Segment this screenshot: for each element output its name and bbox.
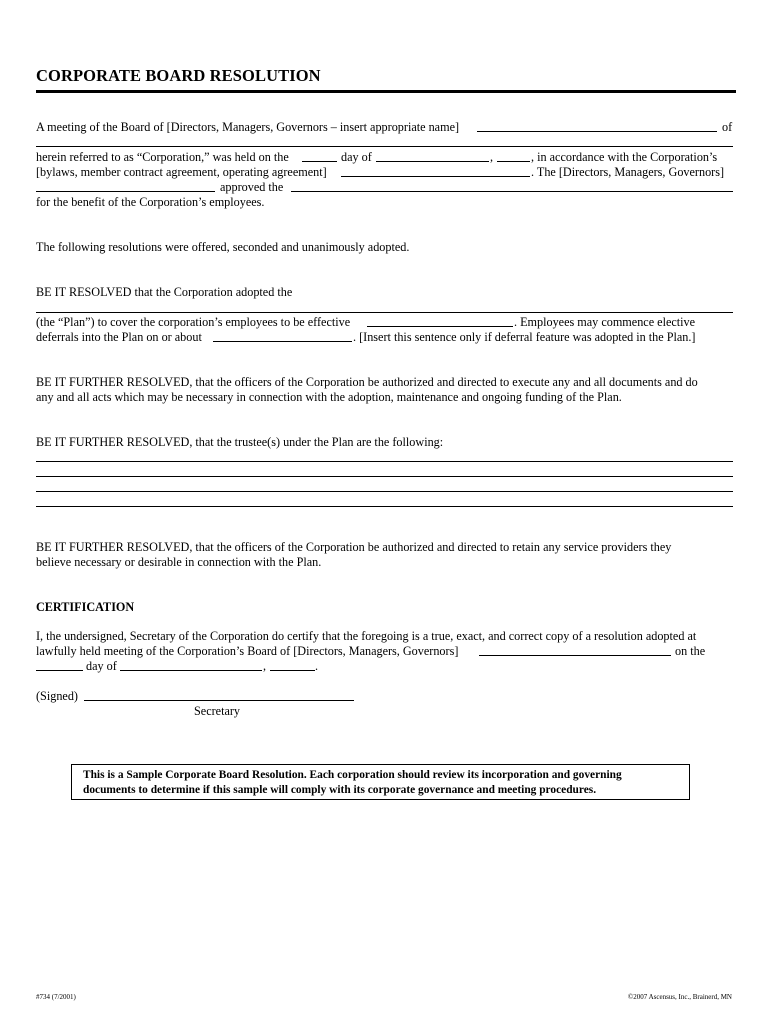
- title-rule: [36, 90, 736, 93]
- meeting-month-blank[interactable]: [376, 161, 489, 162]
- trustee-blank-2[interactable]: [36, 476, 733, 477]
- intro-line-5: for the benefit of the Corporation’s employees.: [36, 195, 265, 209]
- intro-line-2d: , in accordance with the Corporation’s: [531, 150, 718, 164]
- intro-line-2b: day of: [341, 150, 372, 164]
- certification-day-blank[interactable]: [36, 670, 83, 671]
- governing-document-blank[interactable]: [341, 176, 530, 177]
- resolved-2-line-2: any and all acts which may be necessary in connection with the adoption, maintenance and ongoing funding of the Plan.: [36, 390, 622, 404]
- secretary-label: Secretary: [194, 704, 241, 718]
- effective-date-blank[interactable]: [367, 326, 513, 327]
- resolved-2-line-1: BE IT FURTHER RESOLVED, that the officers of the Corporation be authorized and directed to execute any and all documents and do: [36, 375, 698, 389]
- certification-line-2b: on the: [675, 644, 706, 658]
- certification-board-blank[interactable]: [479, 655, 671, 656]
- trustee-blank-1[interactable]: [36, 461, 733, 462]
- meeting-year-blank[interactable]: [497, 161, 530, 162]
- corporation-name-blank[interactable]: [36, 146, 733, 147]
- offered-text: The following resolutions were offered, seconded and unanimously adopted.: [36, 240, 410, 254]
- certification-line-3b: ,: [263, 659, 267, 673]
- certification-year-blank[interactable]: [270, 670, 315, 671]
- board-name-blank[interactable]: [477, 131, 717, 132]
- certification-line-3a: day of: [86, 659, 117, 673]
- resolved-1-line-3b: . [Insert this sentence only if deferral feature was adopted in the Plan.]: [353, 330, 696, 344]
- plan-name-blank[interactable]: [291, 191, 733, 192]
- sample-notice-line-2: documents to determine if this sample will comply with its corporate governance and meeting procedures.: [83, 784, 597, 796]
- intro-line-1: A meeting of the Board of [Directors, Managers, Governors – insert appropriate name]: [36, 120, 460, 134]
- page-title: CORPORATE BOARD RESOLUTION: [36, 66, 321, 85]
- intro-line-2c: ,: [490, 150, 494, 164]
- certification-line-2a: lawfully held meeting of the Corporation’s Board of [Directors, Managers, Governors]: [36, 644, 459, 658]
- certification-line-1: I, the undersigned, Secretary of the Corporation do certify that the foregoing is a true, exact, and correct copy of a resolution adopted at: [36, 629, 697, 643]
- sample-notice-line-1: This is a Sample Corporate Board Resolution. Each corporation should review its incorporation and governing: [83, 769, 622, 781]
- resolved-1-line-2b: . Employees may commence elective: [514, 315, 696, 329]
- intro-line-3a: [bylaws, member contract agreement, operating agreement]: [36, 165, 327, 179]
- sample-notice-box: [71, 764, 690, 800]
- governing-body-blank[interactable]: [36, 191, 215, 192]
- copyright-notice: ©2007 Ascensus, Inc., Brainerd, MN: [627, 993, 732, 1001]
- form-number: #734 (7/2001): [36, 993, 76, 1001]
- trustee-blank-3[interactable]: [36, 491, 733, 492]
- trustee-blank-4[interactable]: [36, 506, 733, 507]
- intro-line-4: approved the: [220, 180, 284, 194]
- meeting-day-blank[interactable]: [302, 161, 337, 162]
- deferral-date-blank[interactable]: [213, 341, 352, 342]
- resolved-4-line-1: BE IT FURTHER RESOLVED, that the officers of the Corporation be authorized and directed to retain any service providers they: [36, 540, 672, 554]
- resolved-4-line-2: believe necessary or desirable in connection with the Plan.: [36, 555, 322, 569]
- signature-line[interactable]: [84, 700, 354, 701]
- certification-month-blank[interactable]: [120, 670, 262, 671]
- resolved-1-line-2a: (the “Plan”) to cover the corporation’s employees to be effective: [36, 315, 351, 329]
- adopted-plan-blank[interactable]: [36, 312, 733, 313]
- certification-heading: CERTIFICATION: [36, 600, 135, 614]
- resolved-1-line-1: BE IT RESOLVED that the Corporation adopted the: [36, 285, 293, 299]
- signed-label: (Signed): [36, 689, 78, 703]
- sample-notice-text: [83, 768, 622, 798]
- resolved-1-line-3a: deferrals into the Plan on or about: [36, 330, 202, 344]
- resolved-3-text: BE IT FURTHER RESOLVED, that the trustee(s) under the Plan are the following:: [36, 435, 444, 449]
- intro-line-1-end: of: [722, 120, 733, 134]
- intro-line-2a: herein referred to as “Corporation,” was held on the: [36, 150, 289, 164]
- certification-line-3c: .: [315, 659, 319, 673]
- intro-line-3b: . The [Directors, Managers, Governors]: [531, 165, 725, 179]
